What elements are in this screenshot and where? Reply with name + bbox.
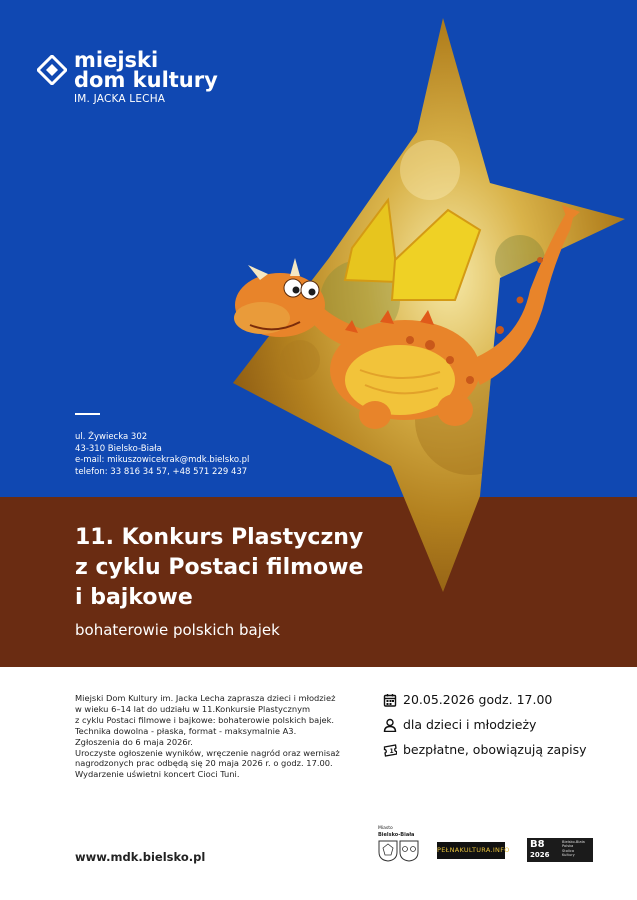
partner-city-label: Bielsko-Biała xyxy=(378,832,415,838)
info-price-text: bezpłatne, obowiązują zapisy xyxy=(403,742,587,757)
city-crest-icon xyxy=(378,840,420,862)
partner-culture-logo: PEŁNAKULTURA.INFO xyxy=(437,842,505,859)
description-line: z cyklu Postaci filmowe i bajkowe: bohaterowie polskich bajek. xyxy=(75,714,335,725)
title-line: 11. Konkurs Plastyczny xyxy=(75,525,364,550)
logo-subtitle: IM. JACKA LECHA xyxy=(74,93,166,105)
contact-city: 43-310 Bielsko-Biała xyxy=(75,443,162,454)
description-line: Zgłoszenia do 6 maja 2026r. xyxy=(75,736,193,747)
divider xyxy=(75,413,100,415)
title-line: i bajkowe xyxy=(75,585,193,610)
logo-line2: dom kultury xyxy=(74,68,218,92)
person-icon xyxy=(383,718,397,732)
event-subtitle: bohaterowie polskich bajek xyxy=(75,621,280,639)
description-line: Wydarzenie uświetni koncert Cioci Tuni. xyxy=(75,769,240,780)
partner-capital-culture-logo xyxy=(527,838,593,862)
title-line: z cyklu Postaci filmowe xyxy=(75,555,364,580)
contact-phone: telefon: 33 816 34 57, +48 571 229 437 xyxy=(75,466,248,477)
description-line: Uroczyste ogłoszenie wyników, wręczenie nagród oraz wernisaż xyxy=(75,747,340,758)
logo-line1: miejski xyxy=(74,48,159,72)
partner-bb-text: Bielsko-Biała Polska Stolica Kultury xyxy=(562,840,585,858)
calendar-icon xyxy=(383,693,397,707)
contact-email[interactable]: e-mail: mikuszowicekrak@mdk.bielsko.pl xyxy=(75,455,250,465)
contact-street: ul. Żywiecka 302 xyxy=(75,432,148,442)
partner-bb-year: 2026 xyxy=(530,851,550,859)
description-line: w wieku 6–14 lat do udziału w 11.Konkursie Plastycznym xyxy=(75,703,311,714)
svg-text:1: 1 xyxy=(389,748,394,755)
ticket-icon xyxy=(383,743,397,757)
event-title xyxy=(75,523,363,613)
diamond-logo-icon xyxy=(37,55,67,85)
website-link[interactable]: www.mdk.bielsko.pl xyxy=(75,850,206,864)
partner-city-label-top: Miasto xyxy=(378,826,393,831)
description-line: Technika dowolna - płaska, format - maksymalnie A3. xyxy=(75,725,297,736)
contact-block xyxy=(75,432,249,478)
info-audience-text: dla dzieci i młodzieży xyxy=(403,717,537,732)
description-line: Miejski Dom Kultury im. Jacka Lecha zaprasza dzieci i młodzież xyxy=(75,693,336,703)
partner-bb-number: B8 xyxy=(530,839,545,850)
info-date-text: 20.05.2026 godz. 17.00 xyxy=(403,692,553,707)
description-line: nagrodzonych prac odbędą się 20 maja 2026 r. o godz. 17.00. xyxy=(75,758,333,769)
partner-city-logo xyxy=(378,826,422,866)
event-description xyxy=(75,693,375,780)
